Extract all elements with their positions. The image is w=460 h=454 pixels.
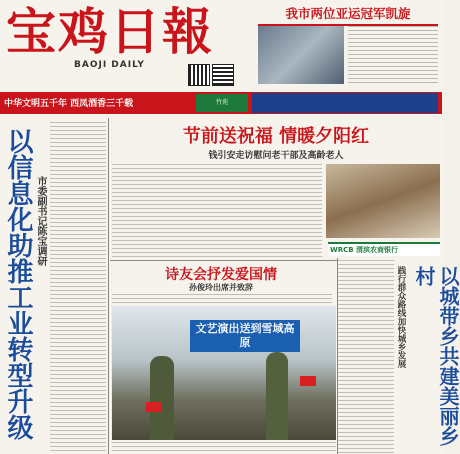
qr-code-icon	[188, 64, 210, 86]
top-story-photo	[258, 26, 344, 84]
bank-ad[interactable]: WRCB 渭滨农商银行	[328, 242, 440, 256]
flag-icon	[146, 402, 162, 412]
promo-banner	[0, 92, 442, 114]
qr-code-icon	[212, 64, 234, 86]
column-divider	[108, 118, 109, 454]
photo-caption-body	[112, 442, 336, 454]
left-feature[interactable]	[0, 118, 108, 454]
poetry-story-headline[interactable]: 诗友会抒发爱国情	[165, 267, 277, 283]
right-feature-headline[interactable]: 以城带乡共建美丽乡村	[412, 266, 460, 446]
right-feature[interactable]	[338, 258, 460, 454]
banner-ad	[252, 93, 438, 113]
section-divider	[110, 260, 338, 261]
newspaper-english-title: BAOJI DAILY	[74, 60, 145, 70]
performer-figure	[150, 356, 174, 440]
banner-badge: 竹苑	[196, 94, 248, 112]
right-feature-subhead: 践行群众路线加快城乡发展	[396, 266, 406, 368]
banner-left-text: 中华文明五千年 西凤酒香三千载	[4, 99, 134, 109]
left-feature-body	[50, 122, 106, 452]
top-story[interactable]	[258, 4, 438, 26]
top-story-body	[348, 26, 438, 84]
flag-icon	[300, 376, 316, 386]
lead-story-subhead: 钱引安走访慰问老干部及高龄老人	[208, 151, 344, 161]
left-feature-headline[interactable]: 以信息化助推工业转型升级	[3, 128, 33, 440]
performer-figure	[266, 352, 288, 440]
lead-story-headline[interactable]: 节前送祝福 情暖夕阳红	[182, 126, 370, 147]
left-feature-subhead: 市委副书记陈宝调研	[35, 176, 46, 266]
lead-story-photo	[326, 164, 440, 238]
poetry-story-body	[112, 294, 332, 304]
masthead	[0, 0, 442, 86]
photo-caption: 文艺演出送到雪域高原	[190, 320, 300, 352]
poetry-story-subhead: 孙俊玲出席并致辞	[189, 283, 253, 292]
newspaper-title: 宝鸡日報	[6, 2, 214, 61]
lead-story-body	[112, 164, 322, 262]
top-story-headline[interactable]: 我市两位亚运冠军凯旋	[258, 4, 438, 26]
right-feature-body	[338, 260, 394, 454]
